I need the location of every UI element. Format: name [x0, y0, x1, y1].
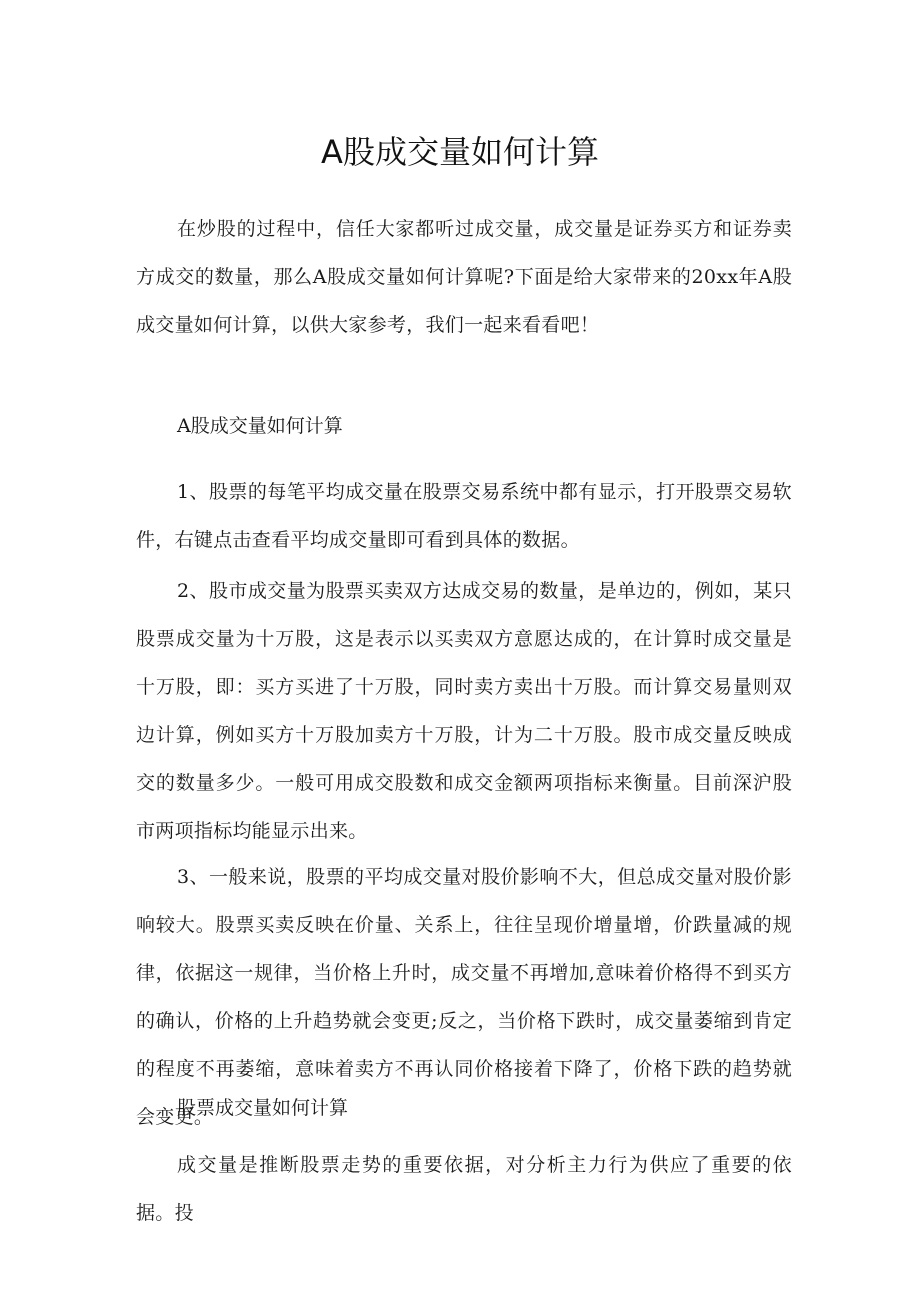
- list-item-paragraph-1: 1、股票的每笔平均成交量在股票交易系统中都有显示，打开股票交易软件，右键点击查看平均成交量即可看到具体的数据。: [136, 481, 792, 551]
- intro-paragraph: 在炒股的过程中，信任大家都听过成交量，成交量是证券买方和证券卖方成交的数量，那么A股成交量如何计算呢?下面是给大家带来的20xx年A股成交量如何计算，以供大家参考，我们一起来看看吧！: [136, 218, 792, 336]
- section-heading: A股成交量如何计算: [177, 415, 343, 437]
- body-paragraph: 成交量是推断股票走势的重要依据，对分析主力行为供应了重要的依据。投: [136, 1154, 792, 1224]
- page-title: A股成交量如何计算: [321, 133, 599, 171]
- section-heading-2: 股票成交量如何计算: [177, 1097, 349, 1119]
- list-item-paragraph-3: 3、一般来说，股票的平均成交量对股价影响不大，但总成交量对股价影响较大。股票买卖反映在价量、关系上，往往呈现价增量增，价跌量减的规律，依据这一规律，当价格上升时，成交量不再增加,意味着价格得不到买方的确认，价格的上升趋势就会变更;反之，当价格下跌时，成交量萎缩到肯定的程度不再萎缩，意味着卖方不再认同价格接着下降了，价格下跌的趋势就会变更。: [136, 866, 792, 1128]
- list-item-paragraph-2: 2、股市成交量为股票买卖双方达成交易的数量，是单边的，例如，某只股票成交量为十万股，这是表示以买卖双方意愿达成的，在计算时成交量是十万股，即：买方买进了十万股，同时卖方卖出十万股。而计算交易量则双边计算，例如买方十万股加卖方十万股，计为二十万股。股市成交量反映成交的数量多少。一般可用成交股数和成交金额两项指标来衡量。目前深沪股市两项指标均能显示出来。: [136, 580, 792, 842]
